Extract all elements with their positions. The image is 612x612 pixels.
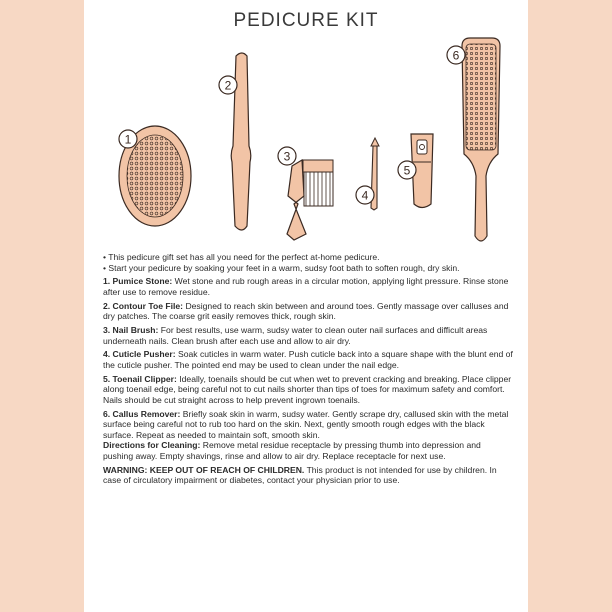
section-body: Ideally, toenails should be cut when wet to prevent cracking and breaking. Place clipper along toenail edge, being careful not to cut nails shorter than tips of toes for maximum safety and comfort. Nails should be cut straight across to help prevent ingrown toenails.	[103, 373, 512, 405]
section-warning	[103, 465, 513, 486]
section-heading: 5. Toenail Clipper:	[103, 373, 177, 384]
instruction-sheet	[84, 0, 528, 612]
svg-text:6: 6	[452, 48, 460, 63]
number-badge-1	[119, 130, 137, 148]
section-heading: Directions for Cleaning:	[103, 440, 201, 451]
nail-brush-icon	[287, 160, 333, 240]
section-body: For best results, use warm, sudsy water to clean outer nail surfaces and difficult areas underneath nails. Clean brush after each use and allow to air dry.	[103, 324, 488, 346]
intro-line: • Start your pedicure by soaking your feet in a warm, sudsy foot bath to soften rough, dry skin.	[103, 262, 460, 273]
callus-remover-icon	[462, 38, 500, 241]
intro-line: • This pedicure gift set has all you need for the perfect at-home pedicure.	[103, 252, 380, 262]
section-body: Soak cuticles in warm water. Push cuticle back into a square shape with the blunt end of the cuticle pusher. The pointed end may be used to clean under the nail edge.	[103, 349, 513, 370]
section-body: Remove metal residue receptacle by pressing thumb into depression and pushing away. Empty shavings, rinse and allow to air dry. Replace receptacle for next use.	[103, 440, 481, 462]
number-badge-4	[356, 186, 374, 204]
section-body: Wet stone and rub rough areas in a circular motion, applying light pressure. Rinse stone after use to remove residue.	[103, 276, 509, 297]
svg-text:4: 4	[361, 188, 369, 203]
tools-illustration	[84, 36, 528, 248]
number-badge-2	[219, 76, 237, 94]
section-cleaning	[103, 440, 513, 461]
svg-text:1: 1	[124, 132, 132, 147]
section-nail-brush	[103, 325, 513, 346]
section-cuticle-pusher	[103, 349, 513, 370]
section-heading: 4. Cuticle Pusher:	[103, 349, 176, 360]
svg-text:3: 3	[283, 149, 291, 164]
section-body: Designed to reach skin between and around toes. Gently massage over calluses and dry patches. The coarse grit easily removes thick, rough skin.	[103, 300, 509, 322]
number-badge-5	[398, 161, 416, 179]
section-heading: 2. Contour Toe File:	[103, 300, 184, 311]
svg-text:5: 5	[403, 163, 411, 178]
number-badge-3	[278, 147, 296, 165]
section-contour-toe-file	[103, 301, 513, 322]
warning-heading: WARNING: KEEP OUT OF REACH OF CHILDREN.	[103, 464, 305, 475]
section-pumice-stone	[103, 276, 513, 297]
intro-bullets	[103, 252, 513, 273]
number-badge-6	[447, 46, 465, 64]
section-heading: 3. Nail Brush:	[103, 324, 159, 335]
warning-body: This product is not intended for use by children. In case of circulatory impairment or diabetes, contact your physician prior to use.	[103, 464, 497, 486]
section-toenail-clipper	[103, 374, 513, 406]
section-heading: 6. Callus Remover:	[103, 408, 181, 419]
section-body: Briefly soak skin in warm, sudsy water. Gently scrape dry, callused skin with the metal surface being careful not to rub too hard on the skin. Next, gently smooth rough edges with the black surface. Repeat as needed to maintain soft, smooth skin.	[103, 408, 509, 440]
svg-text:2: 2	[224, 78, 232, 93]
instructions-text	[103, 252, 513, 489]
page-title: PEDICURE KIT	[233, 10, 379, 31]
section-heading: 1. Pumice Stone:	[103, 276, 173, 287]
section-callus-remover	[103, 409, 513, 441]
